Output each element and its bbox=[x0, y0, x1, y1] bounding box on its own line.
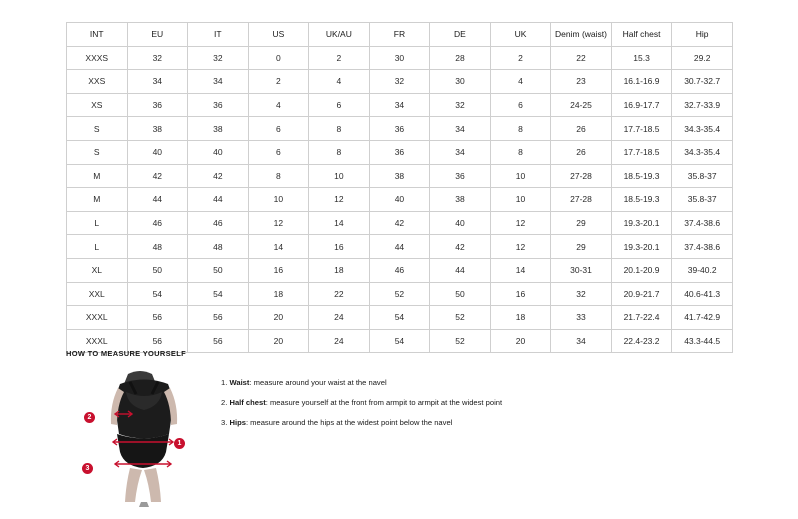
table-cell: 17.7-18.5 bbox=[611, 117, 672, 141]
table-cell: 40.6-41.3 bbox=[672, 282, 733, 306]
table-cell: 8 bbox=[309, 140, 370, 164]
column-header-half-chest: Half chest bbox=[611, 23, 672, 47]
table-cell: 20.9-21.7 bbox=[611, 282, 672, 306]
table-cell: 37.4-38.6 bbox=[672, 211, 733, 235]
table-cell: 34 bbox=[551, 329, 612, 353]
table-cell: 32 bbox=[369, 70, 430, 94]
table-cell: 44 bbox=[430, 258, 491, 282]
measure-instruction bbox=[221, 378, 502, 387]
table-cell: 2 bbox=[248, 70, 309, 94]
body-figure-icon bbox=[86, 368, 201, 508]
table-cell: 54 bbox=[369, 329, 430, 353]
table-cell: 18 bbox=[309, 258, 370, 282]
table-cell: 4 bbox=[309, 70, 370, 94]
table-cell: 22 bbox=[551, 46, 612, 70]
table-cell: 34.3-35.4 bbox=[672, 140, 733, 164]
table-cell: 17.7-18.5 bbox=[611, 140, 672, 164]
table-cell: 18.5-19.3 bbox=[611, 188, 672, 212]
table-cell: 4 bbox=[490, 70, 551, 94]
table-cell: 12 bbox=[248, 211, 309, 235]
table-cell: 14 bbox=[309, 211, 370, 235]
table-cell: 56 bbox=[127, 306, 188, 330]
table-cell: 35.8-37 bbox=[672, 188, 733, 212]
table-cell: 40 bbox=[369, 188, 430, 212]
table-cell: 46 bbox=[369, 258, 430, 282]
marker-3-hips: 3 bbox=[82, 463, 93, 474]
table-cell: 2 bbox=[309, 46, 370, 70]
table-cell: 32 bbox=[127, 46, 188, 70]
table-cell: 12 bbox=[490, 211, 551, 235]
table-cell: 21.7-22.4 bbox=[611, 306, 672, 330]
measure-instructions-list bbox=[221, 368, 502, 438]
table-cell: 40 bbox=[127, 140, 188, 164]
measure-instruction-text: : measure yourself at the front from armpit to armpit at the widest point bbox=[265, 398, 503, 408]
table-body bbox=[67, 46, 733, 353]
measure-instruction-index: 1. bbox=[221, 378, 228, 387]
table-cell: 12 bbox=[309, 188, 370, 212]
table-cell: 16 bbox=[248, 258, 309, 282]
table-cell: 15.3 bbox=[611, 46, 672, 70]
table-cell: 36 bbox=[430, 164, 491, 188]
measure-instruction bbox=[221, 398, 502, 407]
table-cell: 30-31 bbox=[551, 258, 612, 282]
how-to-measure-title: HOW TO MEASURE YOURSELF bbox=[66, 349, 186, 358]
table-cell: 24 bbox=[309, 329, 370, 353]
table-cell: 6 bbox=[490, 93, 551, 117]
table-cell: XXXL bbox=[67, 306, 128, 330]
table-cell: 52 bbox=[430, 329, 491, 353]
table-cell: 44 bbox=[188, 188, 249, 212]
table-cell: 30.7-32.7 bbox=[672, 70, 733, 94]
table-cell: 52 bbox=[430, 306, 491, 330]
table-cell: 0 bbox=[248, 46, 309, 70]
table-cell: 34 bbox=[430, 140, 491, 164]
table-cell: 20 bbox=[248, 306, 309, 330]
table-cell: 36 bbox=[127, 93, 188, 117]
table-cell: 16 bbox=[490, 282, 551, 306]
column-header-us: US bbox=[248, 23, 309, 47]
measure-instruction bbox=[221, 418, 502, 427]
measure-instruction-text: : measure around the hips at the widest point below the navel bbox=[245, 418, 453, 428]
column-header-fr: FR bbox=[369, 23, 430, 47]
table-cell: 38 bbox=[127, 117, 188, 141]
table-cell: 29 bbox=[551, 235, 612, 259]
table-cell: 16 bbox=[309, 235, 370, 259]
table-cell: 27-28 bbox=[551, 188, 612, 212]
table-cell: 19.3-20.1 bbox=[611, 235, 672, 259]
table-cell: 54 bbox=[127, 282, 188, 306]
table-cell: 36 bbox=[369, 117, 430, 141]
table-cell: 42 bbox=[188, 164, 249, 188]
table-cell: 20 bbox=[490, 329, 551, 353]
table-cell: 18 bbox=[490, 306, 551, 330]
table-cell: 54 bbox=[369, 306, 430, 330]
table-cell: 50 bbox=[430, 282, 491, 306]
table-cell: 10 bbox=[309, 164, 370, 188]
table-cell: XXL bbox=[67, 282, 128, 306]
table-cell: 12 bbox=[490, 235, 551, 259]
table-cell: 20.1-20.9 bbox=[611, 258, 672, 282]
table-cell: 20 bbox=[248, 329, 309, 353]
table-cell: XXXS bbox=[67, 46, 128, 70]
table-cell: 24 bbox=[309, 306, 370, 330]
table-header bbox=[67, 23, 733, 47]
table-cell: 24-25 bbox=[551, 93, 612, 117]
table-cell: 39-40.2 bbox=[672, 258, 733, 282]
table-cell: 46 bbox=[188, 211, 249, 235]
measure-instruction-term: Half chest bbox=[229, 398, 266, 408]
table-cell: 6 bbox=[248, 140, 309, 164]
table-cell: 34 bbox=[127, 70, 188, 94]
table-cell: 36 bbox=[369, 140, 430, 164]
table-cell: 38 bbox=[188, 117, 249, 141]
table-cell: 6 bbox=[309, 93, 370, 117]
table-cell: 44 bbox=[369, 235, 430, 259]
measure-instruction-index: 3. bbox=[221, 418, 228, 428]
table-cell: 34 bbox=[430, 117, 491, 141]
table-cell: 40 bbox=[430, 211, 491, 235]
table-cell: 30 bbox=[430, 70, 491, 94]
table-cell: 38 bbox=[369, 164, 430, 188]
table-row bbox=[67, 188, 733, 212]
column-header-denim-waist: Denim (waist) bbox=[551, 23, 612, 47]
table-cell: 52 bbox=[369, 282, 430, 306]
table-cell: 8 bbox=[309, 117, 370, 141]
table-cell: 29 bbox=[551, 211, 612, 235]
column-header-it: IT bbox=[188, 23, 249, 47]
table-row bbox=[67, 258, 733, 282]
table-cell: 10 bbox=[248, 188, 309, 212]
column-header-int: INT bbox=[67, 23, 128, 47]
table-cell: 56 bbox=[188, 306, 249, 330]
table-cell: 8 bbox=[490, 140, 551, 164]
table-cell: 42 bbox=[430, 235, 491, 259]
table-cell: 8 bbox=[248, 164, 309, 188]
table-cell: 42 bbox=[127, 164, 188, 188]
measure-instruction-text: : measure around your waist at the navel bbox=[249, 378, 387, 387]
table-cell: 36 bbox=[188, 93, 249, 117]
table-cell: 46 bbox=[127, 211, 188, 235]
table-cell: 26 bbox=[551, 117, 612, 141]
table-cell: 42 bbox=[369, 211, 430, 235]
table-cell: 30 bbox=[369, 46, 430, 70]
column-header-uk: UK bbox=[490, 23, 551, 47]
table-cell: 32 bbox=[430, 93, 491, 117]
measure-instruction-term: Hips bbox=[229, 418, 246, 428]
measure-instruction-term: Waist bbox=[229, 378, 250, 387]
table-cell: 28 bbox=[430, 46, 491, 70]
table-cell: 38 bbox=[430, 188, 491, 212]
table-cell: 56 bbox=[188, 329, 249, 353]
table-cell: 33 bbox=[551, 306, 612, 330]
table-cell: 48 bbox=[127, 235, 188, 259]
measure-instruction-index: 2. bbox=[221, 398, 228, 408]
mannequin-illustration bbox=[86, 368, 201, 508]
table-cell: S bbox=[67, 117, 128, 141]
column-header-eu: EU bbox=[127, 23, 188, 47]
table-cell: 37.4-38.6 bbox=[672, 235, 733, 259]
table-cell: 8 bbox=[490, 117, 551, 141]
how-to-measure-section bbox=[66, 349, 766, 508]
table-cell: L bbox=[67, 211, 128, 235]
table-cell: 43.3-44.5 bbox=[672, 329, 733, 353]
table-cell: 10 bbox=[490, 164, 551, 188]
table-cell: 19.3-20.1 bbox=[611, 211, 672, 235]
table-cell: 18.5-19.3 bbox=[611, 164, 672, 188]
table-cell: M bbox=[67, 188, 128, 212]
table-cell: 10 bbox=[490, 188, 551, 212]
table-row bbox=[67, 164, 733, 188]
table-header-row bbox=[67, 23, 733, 47]
column-header-uk-au: UK/AU bbox=[309, 23, 370, 47]
table-cell: 34 bbox=[369, 93, 430, 117]
table-cell: 50 bbox=[188, 258, 249, 282]
table-row bbox=[67, 282, 733, 306]
table-cell: XXXL bbox=[67, 329, 128, 353]
table-cell: 32 bbox=[188, 46, 249, 70]
table-cell: 44 bbox=[127, 188, 188, 212]
table-cell: XS bbox=[67, 93, 128, 117]
table-cell: 26 bbox=[551, 140, 612, 164]
table-cell: 16.1-16.9 bbox=[611, 70, 672, 94]
table-cell: 34 bbox=[188, 70, 249, 94]
table-row bbox=[67, 306, 733, 330]
size-conversion-table bbox=[66, 22, 733, 353]
table-cell: 22 bbox=[309, 282, 370, 306]
table-cell: 56 bbox=[127, 329, 188, 353]
table-cell: 54 bbox=[188, 282, 249, 306]
table-cell: 32.7-33.9 bbox=[672, 93, 733, 117]
table-cell: 4 bbox=[248, 93, 309, 117]
table-cell: M bbox=[67, 164, 128, 188]
table-cell: 29.2 bbox=[672, 46, 733, 70]
table-cell: 23 bbox=[551, 70, 612, 94]
table-cell: XL bbox=[67, 258, 128, 282]
table-row bbox=[67, 70, 733, 94]
size-chart-container bbox=[66, 22, 733, 353]
table-row bbox=[67, 117, 733, 141]
table-row bbox=[67, 235, 733, 259]
table-row bbox=[67, 140, 733, 164]
table-cell: 40 bbox=[188, 140, 249, 164]
table-cell: S bbox=[67, 140, 128, 164]
column-header-de: DE bbox=[430, 23, 491, 47]
table-cell: 41.7-42.9 bbox=[672, 306, 733, 330]
table-cell: 6 bbox=[248, 117, 309, 141]
marker-2-half-chest: 2 bbox=[84, 412, 95, 423]
table-cell: 48 bbox=[188, 235, 249, 259]
table-cell: XXS bbox=[67, 70, 128, 94]
table-cell: L bbox=[67, 235, 128, 259]
table-cell: 50 bbox=[127, 258, 188, 282]
table-cell: 18 bbox=[248, 282, 309, 306]
table-cell: 27-28 bbox=[551, 164, 612, 188]
table-cell: 34.3-35.4 bbox=[672, 117, 733, 141]
table-row bbox=[67, 46, 733, 70]
table-cell: 22.4-23.2 bbox=[611, 329, 672, 353]
table-cell: 14 bbox=[490, 258, 551, 282]
table-cell: 16.9-17.7 bbox=[611, 93, 672, 117]
how-to-measure-body bbox=[66, 368, 766, 508]
column-header-hip: Hip bbox=[672, 23, 733, 47]
table-cell: 2 bbox=[490, 46, 551, 70]
table-row bbox=[67, 211, 733, 235]
table-row bbox=[67, 93, 733, 117]
marker-1-waist: 1 bbox=[174, 438, 185, 449]
table-cell: 32 bbox=[551, 282, 612, 306]
table-cell: 14 bbox=[248, 235, 309, 259]
table-cell: 35.8-37 bbox=[672, 164, 733, 188]
